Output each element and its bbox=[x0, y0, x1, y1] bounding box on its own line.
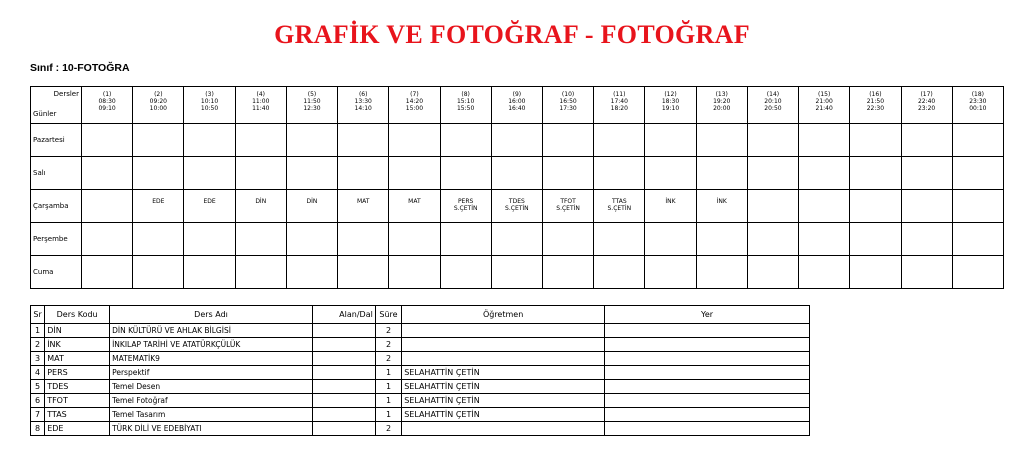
timetable-cell bbox=[235, 256, 286, 289]
period-start: 23:30 bbox=[969, 98, 987, 105]
lesson-alan-dal bbox=[312, 338, 375, 352]
lesson-teacher: SELAHATTİN ÇETİN bbox=[402, 380, 605, 394]
period-start: 16:50 bbox=[559, 98, 577, 105]
lesson-row bbox=[31, 366, 810, 380]
period-header bbox=[389, 87, 440, 124]
lesson-name: Temel Tasarım bbox=[110, 408, 313, 422]
period-n: (18) bbox=[971, 91, 985, 98]
cell-course-code: TDES bbox=[508, 198, 525, 205]
period-n: (16) bbox=[869, 91, 882, 98]
period-start: 18:30 bbox=[661, 98, 680, 105]
lesson-code: TFOT bbox=[45, 394, 110, 408]
timetable-cell bbox=[286, 157, 337, 190]
header-alan-dal: Alan/Dal bbox=[312, 306, 375, 324]
timetable-cell bbox=[645, 157, 696, 190]
timetable-cell bbox=[440, 157, 491, 190]
lesson-yer bbox=[605, 352, 810, 366]
period-start: 20:10 bbox=[764, 98, 782, 105]
timetable-cell bbox=[696, 124, 747, 157]
timetable-cell bbox=[901, 256, 952, 289]
cell-teacher: S.ÇETİN bbox=[607, 205, 632, 212]
lesson-row bbox=[31, 408, 810, 422]
period-start: 19:20 bbox=[713, 98, 731, 105]
period-n: (3) bbox=[205, 91, 214, 98]
period-start: 09:20 bbox=[149, 98, 167, 105]
lesson-code: EDE bbox=[45, 422, 110, 436]
timetable-body bbox=[31, 124, 1004, 289]
header-sure: Süre bbox=[375, 306, 401, 324]
period-header bbox=[952, 87, 1003, 124]
period-header bbox=[184, 87, 235, 124]
cell-course-code: İNK bbox=[665, 198, 676, 205]
timetable-cell bbox=[440, 223, 491, 256]
period-n: (15) bbox=[818, 91, 831, 98]
timetable-cell bbox=[82, 223, 133, 256]
timetable-cell bbox=[338, 190, 389, 223]
cell-teacher: S.ÇETİN bbox=[556, 205, 580, 212]
timetable-cell bbox=[82, 157, 133, 190]
lesson-teacher bbox=[402, 338, 605, 352]
period-n: (8) bbox=[461, 91, 470, 98]
timetable-cell bbox=[799, 190, 850, 223]
timetable-cell bbox=[286, 124, 337, 157]
timetable-cell bbox=[594, 256, 645, 289]
lesson-sr: 1 bbox=[31, 324, 45, 338]
timetable-cell bbox=[184, 124, 235, 157]
period-end: 18:20 bbox=[610, 105, 628, 112]
lesson-sr: 6 bbox=[31, 394, 45, 408]
period-n: (10) bbox=[561, 91, 575, 98]
period-header bbox=[594, 87, 645, 124]
lesson-alan-dal bbox=[312, 422, 375, 436]
timetable-cell bbox=[594, 124, 645, 157]
lesson-teacher: SELAHATTİN ÇETİN bbox=[402, 366, 605, 380]
timetable-cell bbox=[542, 190, 593, 223]
lesson-sure: 1 bbox=[375, 394, 401, 408]
lesson-alan-dal bbox=[312, 366, 375, 380]
timetable-cell bbox=[133, 223, 184, 256]
header-sr: Sr bbox=[31, 306, 45, 324]
timetable bbox=[30, 86, 1004, 289]
timetable-cell bbox=[645, 256, 696, 289]
lesson-code: TDES bbox=[45, 380, 110, 394]
cell-course-code: EDE bbox=[152, 198, 165, 205]
cell-teacher: S.ÇETİN bbox=[505, 205, 529, 212]
timetable-cell bbox=[850, 157, 901, 190]
timetable-cell bbox=[286, 256, 337, 289]
timetable-cell bbox=[747, 124, 798, 157]
timetable-cell bbox=[133, 157, 184, 190]
timetable-cell bbox=[645, 124, 696, 157]
lesson-sr: 8 bbox=[31, 422, 45, 436]
period-start: 10:10 bbox=[200, 98, 219, 105]
timetable-cell bbox=[542, 223, 593, 256]
timetable-cell bbox=[901, 190, 952, 223]
timetable-cell bbox=[184, 223, 235, 256]
day-row bbox=[31, 124, 1004, 157]
corner-dersler-label: Dersler bbox=[53, 90, 79, 98]
timetable-cell bbox=[235, 190, 286, 223]
day-row bbox=[31, 190, 1004, 223]
period-n: (11) bbox=[613, 91, 626, 98]
period-end: 15:50 bbox=[456, 105, 475, 112]
timetable-cell bbox=[389, 223, 440, 256]
timetable-cell bbox=[747, 256, 798, 289]
period-end: 00:10 bbox=[969, 105, 987, 112]
lesson-yer bbox=[605, 324, 810, 338]
period-n: (13) bbox=[715, 91, 728, 98]
period-start: 15:10 bbox=[456, 98, 475, 105]
lesson-teacher bbox=[402, 352, 605, 366]
timetable-cell bbox=[389, 157, 440, 190]
lesson-sr: 7 bbox=[31, 408, 45, 422]
lesson-sure: 1 bbox=[375, 408, 401, 422]
period-header bbox=[645, 87, 696, 124]
period-end: 10:50 bbox=[200, 105, 219, 112]
timetable-cell bbox=[133, 190, 184, 223]
timetable-cell bbox=[901, 223, 952, 256]
cell-course-code: MAT bbox=[408, 198, 421, 205]
day-row bbox=[31, 157, 1004, 190]
lesson-row bbox=[31, 324, 810, 338]
lesson-alan-dal bbox=[312, 380, 375, 394]
lesson-code: İNK bbox=[45, 338, 110, 352]
period-end: 10:00 bbox=[149, 105, 167, 112]
period-n: (2) bbox=[154, 91, 163, 98]
period-header bbox=[542, 87, 593, 124]
timetable-cell bbox=[799, 256, 850, 289]
timetable-cell bbox=[286, 190, 337, 223]
cell-course-code: MAT bbox=[356, 198, 370, 205]
lesson-sure: 2 bbox=[375, 352, 401, 366]
lesson-row bbox=[31, 422, 810, 436]
timetable-corner bbox=[31, 87, 82, 124]
period-start: 22:40 bbox=[917, 98, 936, 105]
header-ders-adi: Ders Adı bbox=[110, 306, 313, 324]
lesson-sr: 3 bbox=[31, 352, 45, 366]
cell-teacher: S.ÇETİN bbox=[453, 205, 478, 212]
timetable-cell bbox=[440, 190, 491, 223]
timetable-cell bbox=[850, 223, 901, 256]
lesson-teacher bbox=[402, 422, 605, 436]
timetable-cell bbox=[799, 157, 850, 190]
lesson-name: TÜRK DİLİ VE EDEBİYATI bbox=[110, 422, 313, 436]
lesson-code: DİN bbox=[45, 324, 110, 338]
period-header bbox=[850, 87, 901, 124]
period-end: 11:40 bbox=[252, 105, 270, 112]
timetable-cell bbox=[850, 124, 901, 157]
day-label: Pazartesi bbox=[31, 124, 82, 157]
lesson-list-header-row bbox=[31, 306, 810, 324]
day-label: Çarşamba bbox=[31, 190, 82, 223]
period-end: 21:40 bbox=[815, 105, 833, 112]
period-end: 16:40 bbox=[508, 105, 526, 112]
period-header bbox=[286, 87, 337, 124]
timetable-cell bbox=[82, 190, 133, 223]
period-header bbox=[747, 87, 798, 124]
timetable-cell bbox=[235, 223, 286, 256]
lesson-teacher bbox=[402, 324, 605, 338]
timetable-cell bbox=[542, 256, 593, 289]
timetable-cell bbox=[491, 223, 542, 256]
period-n: (6) bbox=[358, 91, 368, 98]
timetable-cell bbox=[338, 124, 389, 157]
lesson-name: İNKILAP TARİHİ VE ATATÜRKÇÜLÜK bbox=[110, 338, 313, 352]
timetable-cell bbox=[82, 256, 133, 289]
lesson-sure: 1 bbox=[375, 366, 401, 380]
lesson-sr: 2 bbox=[31, 338, 45, 352]
lesson-row bbox=[31, 394, 810, 408]
timetable-cell bbox=[901, 124, 952, 157]
lesson-alan-dal bbox=[312, 352, 375, 366]
timetable-cell bbox=[747, 157, 798, 190]
timetable-cell bbox=[696, 256, 747, 289]
timetable-cell bbox=[952, 190, 1003, 223]
timetable-cell bbox=[696, 190, 747, 223]
timetable-cell bbox=[338, 223, 389, 256]
timetable-cell bbox=[952, 223, 1003, 256]
lesson-teacher: SELAHATTİN ÇETİN bbox=[402, 394, 605, 408]
timetable-cell bbox=[747, 190, 798, 223]
period-start: 08:30 bbox=[98, 98, 116, 105]
lesson-sr: 4 bbox=[31, 366, 45, 380]
timetable-cell bbox=[389, 190, 440, 223]
day-row bbox=[31, 223, 1004, 256]
period-n: (17) bbox=[920, 91, 933, 98]
period-end: 20:50 bbox=[764, 105, 782, 112]
period-start: 14:20 bbox=[405, 98, 424, 105]
period-header bbox=[82, 87, 133, 124]
lesson-yer bbox=[605, 394, 810, 408]
cell-course-code: EDE bbox=[203, 198, 216, 205]
period-start: 21:50 bbox=[866, 98, 885, 105]
lesson-name: DİN KÜLTÜRÜ VE AHLAK BİLGİSİ bbox=[110, 324, 313, 338]
timetable-cell bbox=[184, 256, 235, 289]
period-end: 17:30 bbox=[559, 105, 577, 112]
lesson-teacher: SELAHATTİN ÇETİN bbox=[402, 408, 605, 422]
timetable-cell bbox=[594, 223, 645, 256]
period-n: (12) bbox=[664, 91, 677, 98]
lesson-name: Temel Fotoğraf bbox=[110, 394, 313, 408]
lesson-name: MATEMATİK9 bbox=[110, 352, 313, 366]
timetable-cell bbox=[286, 223, 337, 256]
period-header bbox=[696, 87, 747, 124]
timetable-cell bbox=[491, 190, 542, 223]
timetable-cell bbox=[542, 157, 593, 190]
lesson-sure: 2 bbox=[375, 422, 401, 436]
lesson-sr: 5 bbox=[31, 380, 45, 394]
page-title: GRAFİK VE FOTOĞRAF - FOTOĞRAF bbox=[274, 20, 750, 49]
day-label: Perşembe bbox=[31, 223, 82, 256]
timetable-cell bbox=[82, 124, 133, 157]
period-header bbox=[440, 87, 491, 124]
timetable-cell bbox=[338, 256, 389, 289]
period-header bbox=[235, 87, 286, 124]
period-end: 23:20 bbox=[917, 105, 936, 112]
timetable-cell bbox=[389, 124, 440, 157]
header-yer: Yer bbox=[605, 306, 810, 324]
timetable-cell bbox=[850, 190, 901, 223]
timetable-header-row bbox=[31, 87, 1004, 124]
lesson-list-body bbox=[31, 324, 810, 436]
timetable-cell bbox=[594, 190, 645, 223]
cell-course-code: İNK bbox=[716, 198, 727, 205]
timetable-cell bbox=[440, 124, 491, 157]
timetable-cell bbox=[952, 124, 1003, 157]
lesson-sure: 2 bbox=[375, 324, 401, 338]
lesson-name: Temel Desen bbox=[110, 380, 313, 394]
period-start: 13:30 bbox=[354, 98, 372, 105]
timetable-cell bbox=[542, 124, 593, 157]
period-start: 17:40 bbox=[610, 98, 628, 105]
period-end: 22:30 bbox=[866, 105, 885, 112]
corner-gunler-label: Günler bbox=[33, 110, 57, 118]
lesson-name: Perspektif bbox=[110, 366, 313, 380]
day-label: Cuma bbox=[31, 256, 82, 289]
lesson-yer bbox=[605, 422, 810, 436]
lesson-row bbox=[31, 380, 810, 394]
period-header bbox=[338, 87, 389, 124]
lesson-code: MAT bbox=[45, 352, 110, 366]
period-end: 09:10 bbox=[98, 105, 116, 112]
timetable-cell bbox=[952, 256, 1003, 289]
timetable-cell bbox=[133, 124, 184, 157]
timetable-cell bbox=[491, 157, 542, 190]
lesson-alan-dal bbox=[312, 408, 375, 422]
period-end: 20:00 bbox=[713, 105, 731, 112]
timetable-cell bbox=[645, 223, 696, 256]
timetable-cell bbox=[389, 256, 440, 289]
cell-course-code: PERS bbox=[457, 198, 474, 205]
timetable-cell bbox=[235, 124, 286, 157]
header-ogretmen: Öğretmen bbox=[402, 306, 605, 324]
lesson-sure: 2 bbox=[375, 338, 401, 352]
cell-course-code: TFOT bbox=[560, 198, 576, 205]
timetable-cell bbox=[696, 223, 747, 256]
lesson-row bbox=[31, 338, 810, 352]
lesson-yer bbox=[605, 380, 810, 394]
timetable-cell bbox=[747, 223, 798, 256]
timetable-cell bbox=[645, 190, 696, 223]
period-n: (1) bbox=[102, 91, 112, 98]
day-row bbox=[31, 256, 1004, 289]
lesson-yer bbox=[605, 408, 810, 422]
lesson-yer bbox=[605, 366, 810, 380]
cell-course-code: DİN bbox=[306, 198, 318, 205]
timetable-cell bbox=[594, 157, 645, 190]
timetable-cell bbox=[799, 124, 850, 157]
period-start: 16:00 bbox=[508, 98, 526, 105]
timetable-cell bbox=[799, 223, 850, 256]
timetable-cell bbox=[696, 157, 747, 190]
period-header bbox=[491, 87, 542, 124]
period-header bbox=[133, 87, 184, 124]
lesson-yer bbox=[605, 338, 810, 352]
timetable-cell bbox=[850, 256, 901, 289]
period-n: (9) bbox=[512, 91, 522, 98]
timetable-cell bbox=[133, 256, 184, 289]
cell-course-code: TTAS bbox=[611, 198, 627, 205]
period-end: 19:10 bbox=[661, 105, 680, 112]
header-ders-kodu: Ders Kodu bbox=[45, 306, 110, 324]
lesson-sure: 1 bbox=[375, 380, 401, 394]
timetable-cell bbox=[338, 157, 389, 190]
day-label: Salı bbox=[31, 157, 82, 190]
timetable-cell bbox=[440, 256, 491, 289]
lesson-list-table bbox=[30, 305, 810, 436]
period-start: 11:50 bbox=[303, 98, 321, 105]
lesson-alan-dal bbox=[312, 324, 375, 338]
period-start: 21:00 bbox=[815, 98, 833, 105]
period-header bbox=[799, 87, 850, 124]
lesson-code: PERS bbox=[45, 366, 110, 380]
timetable-cell bbox=[491, 256, 542, 289]
period-end: 12:30 bbox=[303, 105, 321, 112]
class-label: Sınıf : 10-FOTOĞRA bbox=[30, 62, 130, 74]
lesson-code: TTAS bbox=[45, 408, 110, 422]
period-end: 14:10 bbox=[354, 105, 372, 112]
timetable-cell bbox=[184, 157, 235, 190]
period-n: (5) bbox=[307, 91, 317, 98]
period-end: 15:00 bbox=[405, 105, 424, 112]
period-n: (7) bbox=[410, 91, 419, 98]
timetable-cell bbox=[901, 157, 952, 190]
timetable-cell bbox=[235, 157, 286, 190]
period-start: 11:00 bbox=[252, 98, 270, 105]
cell-course-code: DİN bbox=[255, 198, 267, 205]
timetable-cell bbox=[184, 190, 235, 223]
period-header bbox=[901, 87, 952, 124]
lesson-alan-dal bbox=[312, 394, 375, 408]
timetable-cell bbox=[491, 124, 542, 157]
period-n: (4) bbox=[256, 91, 266, 98]
timetable-cell bbox=[952, 157, 1003, 190]
lesson-row bbox=[31, 352, 810, 366]
period-n: (14) bbox=[766, 91, 780, 98]
